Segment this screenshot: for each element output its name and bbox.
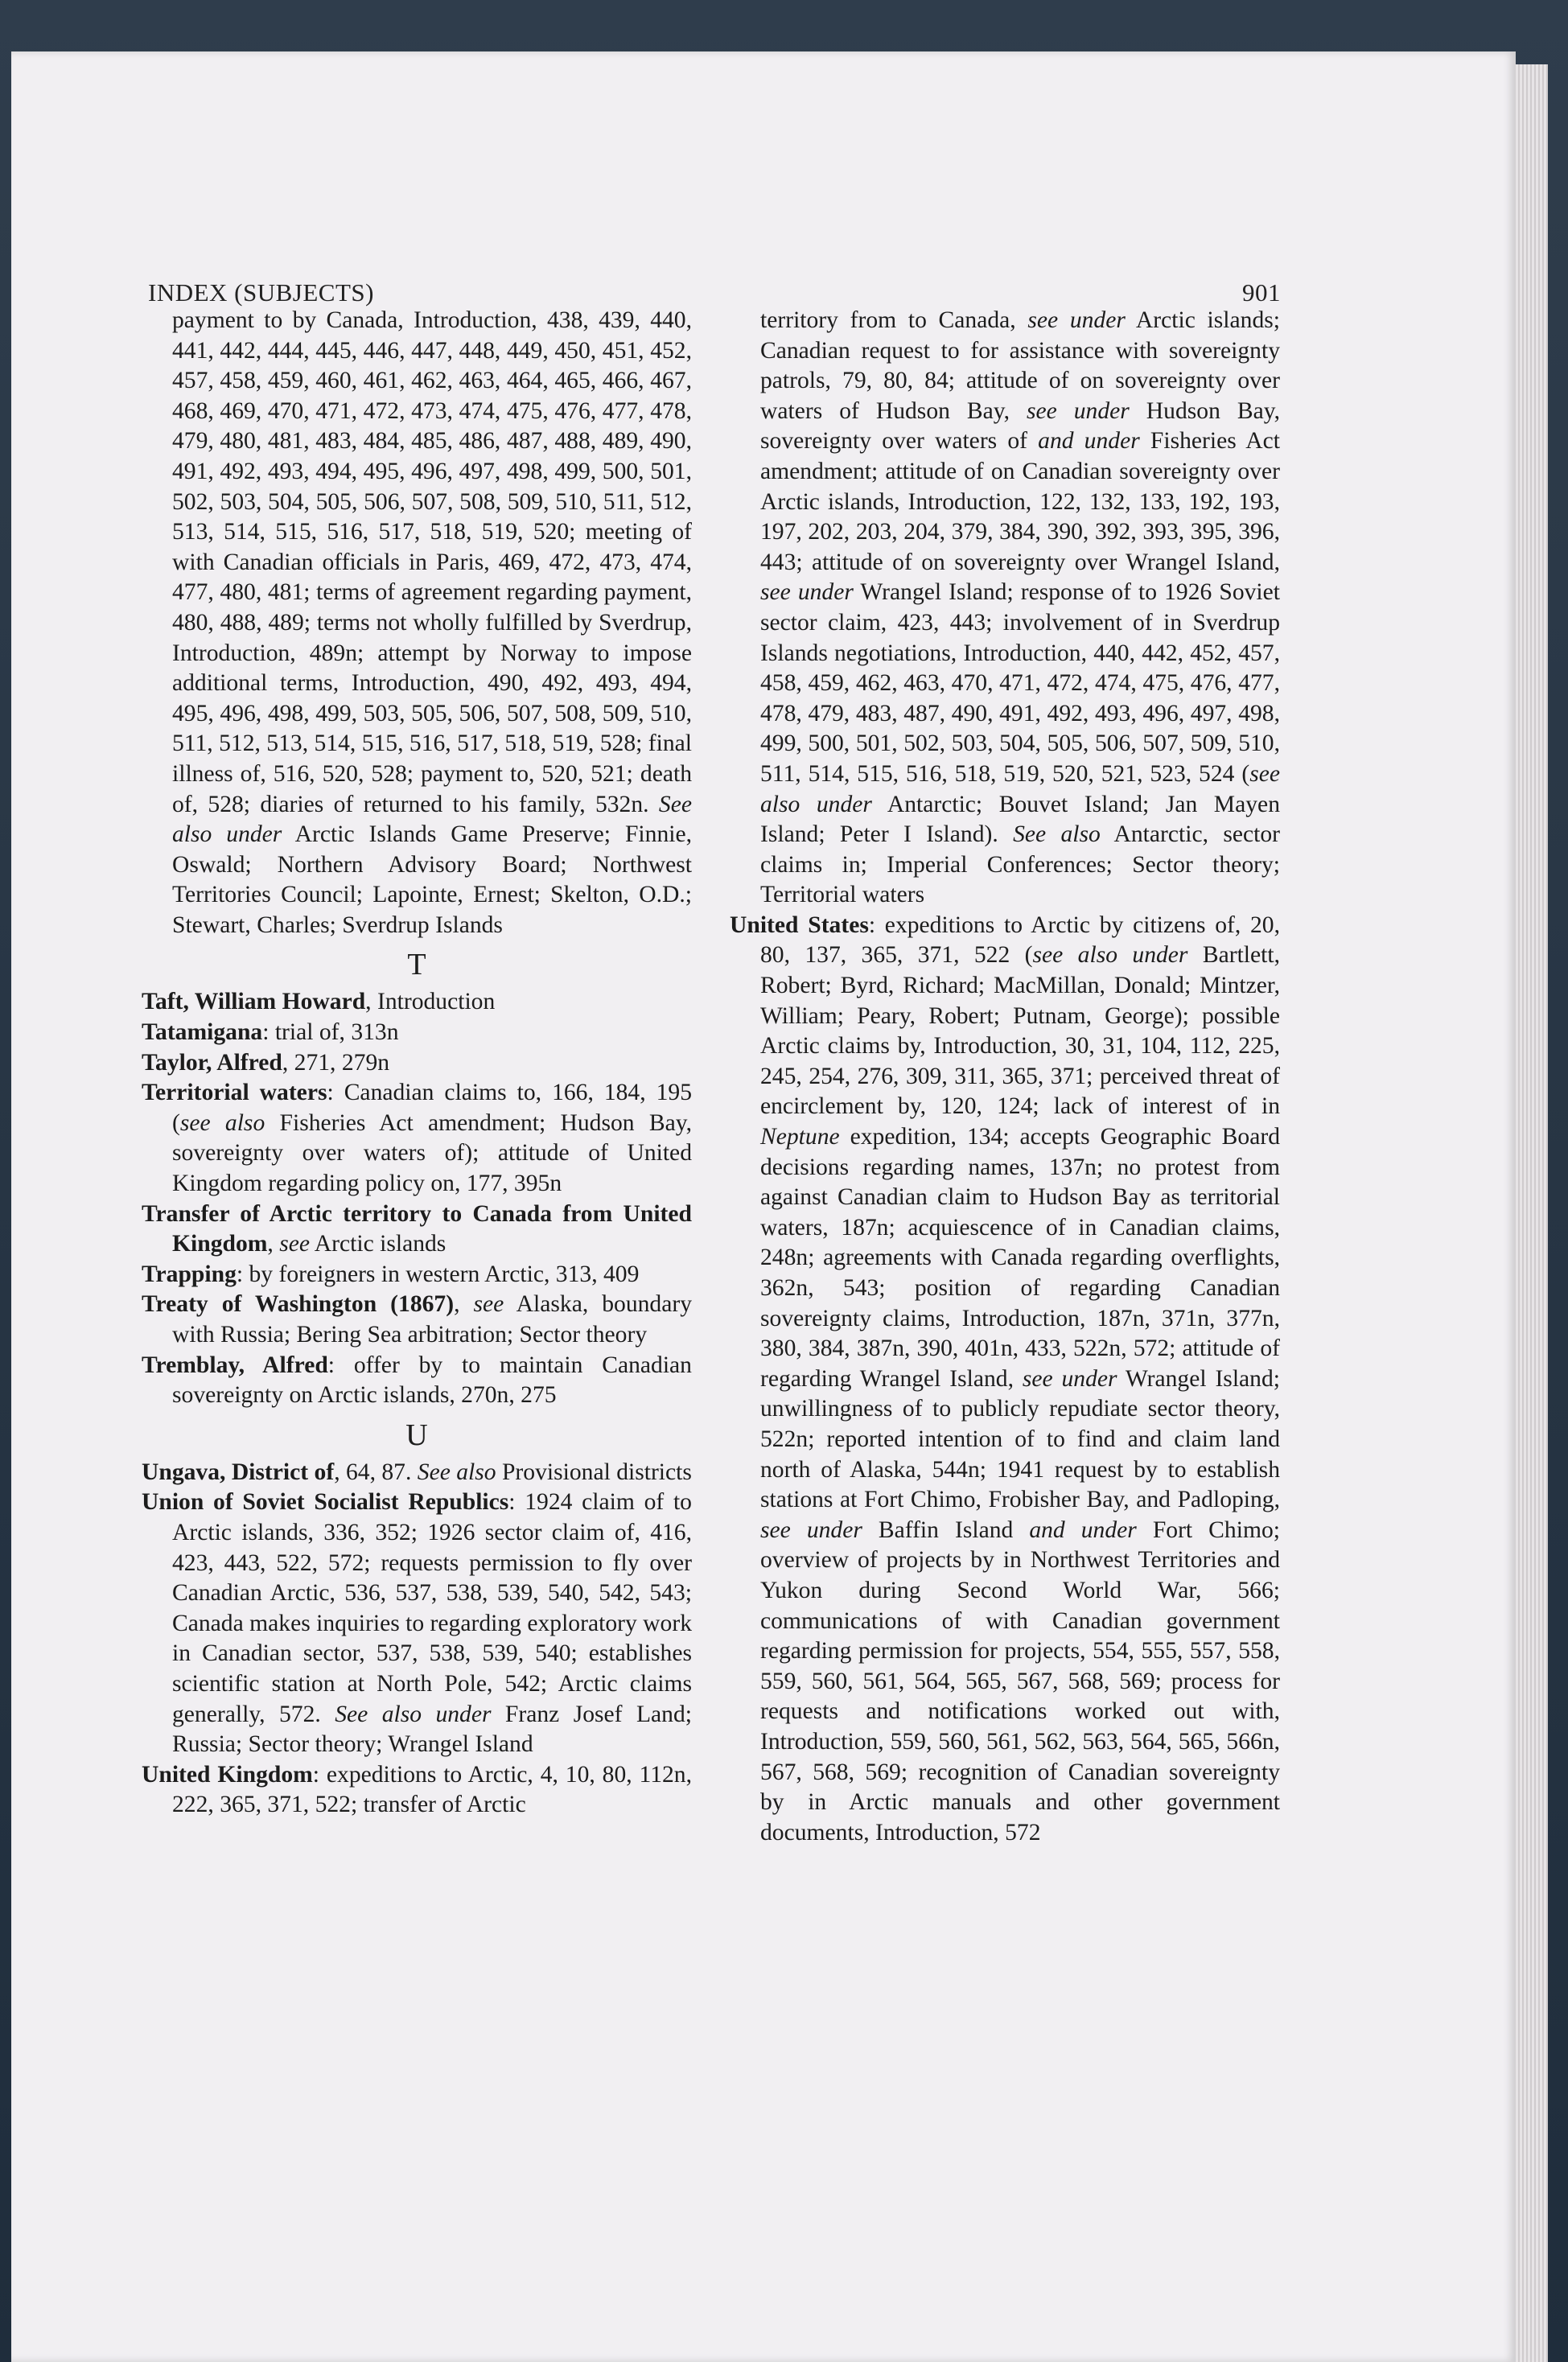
entry-trapping: Trapping: by foreigners in western Arctic, 313, 409 (142, 1261, 640, 1287)
entry-united-kingdom: United Kingdom: expeditions to Arctic, 4, 10, 80, 112n, 222, 365, 371, 522; transfer of Arctic (142, 1761, 693, 1818)
entry-ungava: Ungava, District of, 64, 87. See also Provisional districts (142, 1459, 692, 1485)
entry-taylor: Taylor, Alfred, 271, 279n (142, 1049, 390, 1076)
entry-ussr: Union of Soviet Socialist Republics: 1924 claim of to Arctic islands, 336, 352; 1926 sector claim of, 416, 423, 443, 522, 572; requests permission to fly over Canadian Arctic, 536, 537, 538, 539, 540, 542, 543; Canada makes inquiries to regarding exploratory work in Canadian sector, 537, 538, 539, 540; establishes scientific station at North Pole, 542; Arctic claims generally, 572. See also under Franz Josef Land; Russia; Sector theory; Wrangel Island (142, 1489, 692, 1758)
entry-united-states: United States: expeditions to Arctic by citizens of, 20, 80, 137, 365, 371, 522 (see also under Bartlett, Robert; Byrd, Richard; MacMillan, Donald; Mintzer, William; Peary, Robert; Putnam, George); possible Arctic claims by, Introduction, 30, 31, 104, 112, 225, 245, 254, 276, 309, 311, 365, 371; perceived threat of encirclement by, 120, 124; lack of interest of in Neptune expedition, 134; accepts Geographic Board decisions regarding names, 137n; no protest from against Canadian claim to Hudson Bay as territorial waters, 187n; acquiescence of in Canadian claims, 248n; agreements with Canada regarding overflights, 362n, 543; position of regarding Canadian sovereignty claims, Introduction, 187n, 371n, 377n, 380, 384, 387n, 390, 401n, 433, 522n, 572; attitude of regarding Wrangel Island, see under Wrangel Island; unwillingness of to publicly repudiate sector theory, 522n; reported intention of to find and claim land north of Alaska, 544n; 1941 request by to establish stations at Fort Chimo, Frobisher Bay, and Padloping, see under Baffin Island and under Fort Chimo; overview of projects by in Northwest Territories and Yukon during Second World War, 566; communications of with Canadian government regarding permission for projects, 554, 555, 557, 558, 559, 560, 561, 564, 565, 567, 568, 569; process for requests and notifications worked out with, Introduction, 559, 560, 561, 562, 563, 564, 565, 566n, 567, 568, 569; recognition of Canadian sovereignty by in Arctic manuals and other government documents, Introduction, 572 (730, 911, 1280, 1846)
page-edges (1516, 64, 1548, 2362)
entry-transfer: Transfer of Arctic territory to Canada from United Kingdom, see Arctic islands (142, 1200, 692, 1257)
page-number: 901 (1242, 278, 1281, 307)
entry-territorial-waters: Territorial waters: Canadian claims to, 166, 184, 195 (see also Fisheries Act amendment; Hudson Bay, sovereignty over waters of); attitude of United Kingdom regarding policy on, 177, 395n (142, 1080, 692, 1197)
right-column (730, 306, 1280, 1848)
entry-united-kingdom-continued: territory from to Canada, see under Arctic islands; Canadian request to for assistance with sovereignty patrols, 79, 80, 84; attitude of on sovereignty over waters of Hudson Bay, see under Hudson Bay, sovereignty over waters of and under Fisheries Act amendment; attitude of on Canadian sovereignty over Arctic islands, Introduction, 122, 132, 133, 192, 193, 197, 202, 203, 204, 379, 384, 390, 392, 393, 395, 396, 443; attitude of on sovereignty over Wrangel Island, see under Wrangel Island; response of to 1926 Soviet sector claim, 423, 443; involvement of in Sverdrup Islands negotiations, Introduction, 440, 442, 452, 457, 458, 459, 462, 463, 470, 471, 472, 474, 475, 476, 477, 478, 479, 483, 487, 490, 491, 492, 493, 496, 497, 498, 499, 500, 501, 502, 503, 504, 505, 506, 507, 509, 510, 511, 514, 515, 516, 518, 519, 520, 521, 523, 524 (see also under Antarctic; Bouvet Island; Jan Mayen Island; Peter I Island). See also Antarctic, sector claims in; Imperial Conferences; Sector theory; Territorial waters (760, 307, 1280, 908)
entry-treaty: Treaty of Washington (1867), see Alaska, boundary with Russia; Bering Sea arbitration; Sector theory (142, 1291, 693, 1348)
entry-taft: Taft, William Howard, Introduction (142, 989, 496, 1015)
section-letter-u: U (405, 1418, 428, 1452)
section-letter-t: T (407, 948, 426, 982)
entry-continuation: payment to by Canada, Introduction, 438, 439, 440, 441, 442, 444, 445, 446, 447, 448, 449, 450, 451, 452, 457, 458, 459, 460, 461, 462, 463, 464, 465, 466, 467, 468, 469, 470, 471, 472, 473, 474, 475, 476, 477, 478, 479, 480, 481, 483, 484, 485, 486, 487, 488, 489, 490, 491, 492, 493, 494, 495, 496, 497, 498, 499, 500, 501, 502, 503, 504, 505, 506, 507, 508, 509, 510, 511, 512, 513, 514, 515, 516, 517, 518, 519, 520; meeting of with Canadian officials in Paris, 469, 472, 473, 474, 477, 480, 481; terms of agreement regarding payment, 480, 488, 489; terms not wholly fulfilled by Sverdrup, Introduction, 489n; attempt by Norway to impose additional terms, Introduction, 490, 492, 493, 494, 495, 496, 498, 499, 503, 505, 506, 507, 508, 509, 510, 511, 512, 513, 514, 515, 516, 517, 518, 519, 528; final illness of, 516, 520, 528; payment to, 520, 521; death of, 528; diaries of returned to his family, 532n. See also under Arctic Islands Game Preserve; Finnie, Oswald; Northern Advisory Board; Northwest Territories Council; Lapointe, Ernest; Skelton, O.D.; Stewart, Charles; Sverdrup Islands (172, 307, 692, 938)
running-head-title: INDEX (SUBJECTS) (148, 278, 374, 307)
left-column (142, 306, 692, 1821)
entry-tremblay: Tremblay, Alfred: offer by to maintain Canadian sovereignty on Arctic islands, 270n, 275 (142, 1352, 692, 1409)
entry-tatamigana: Tatamigana: trial of, 313n (142, 1019, 399, 1046)
